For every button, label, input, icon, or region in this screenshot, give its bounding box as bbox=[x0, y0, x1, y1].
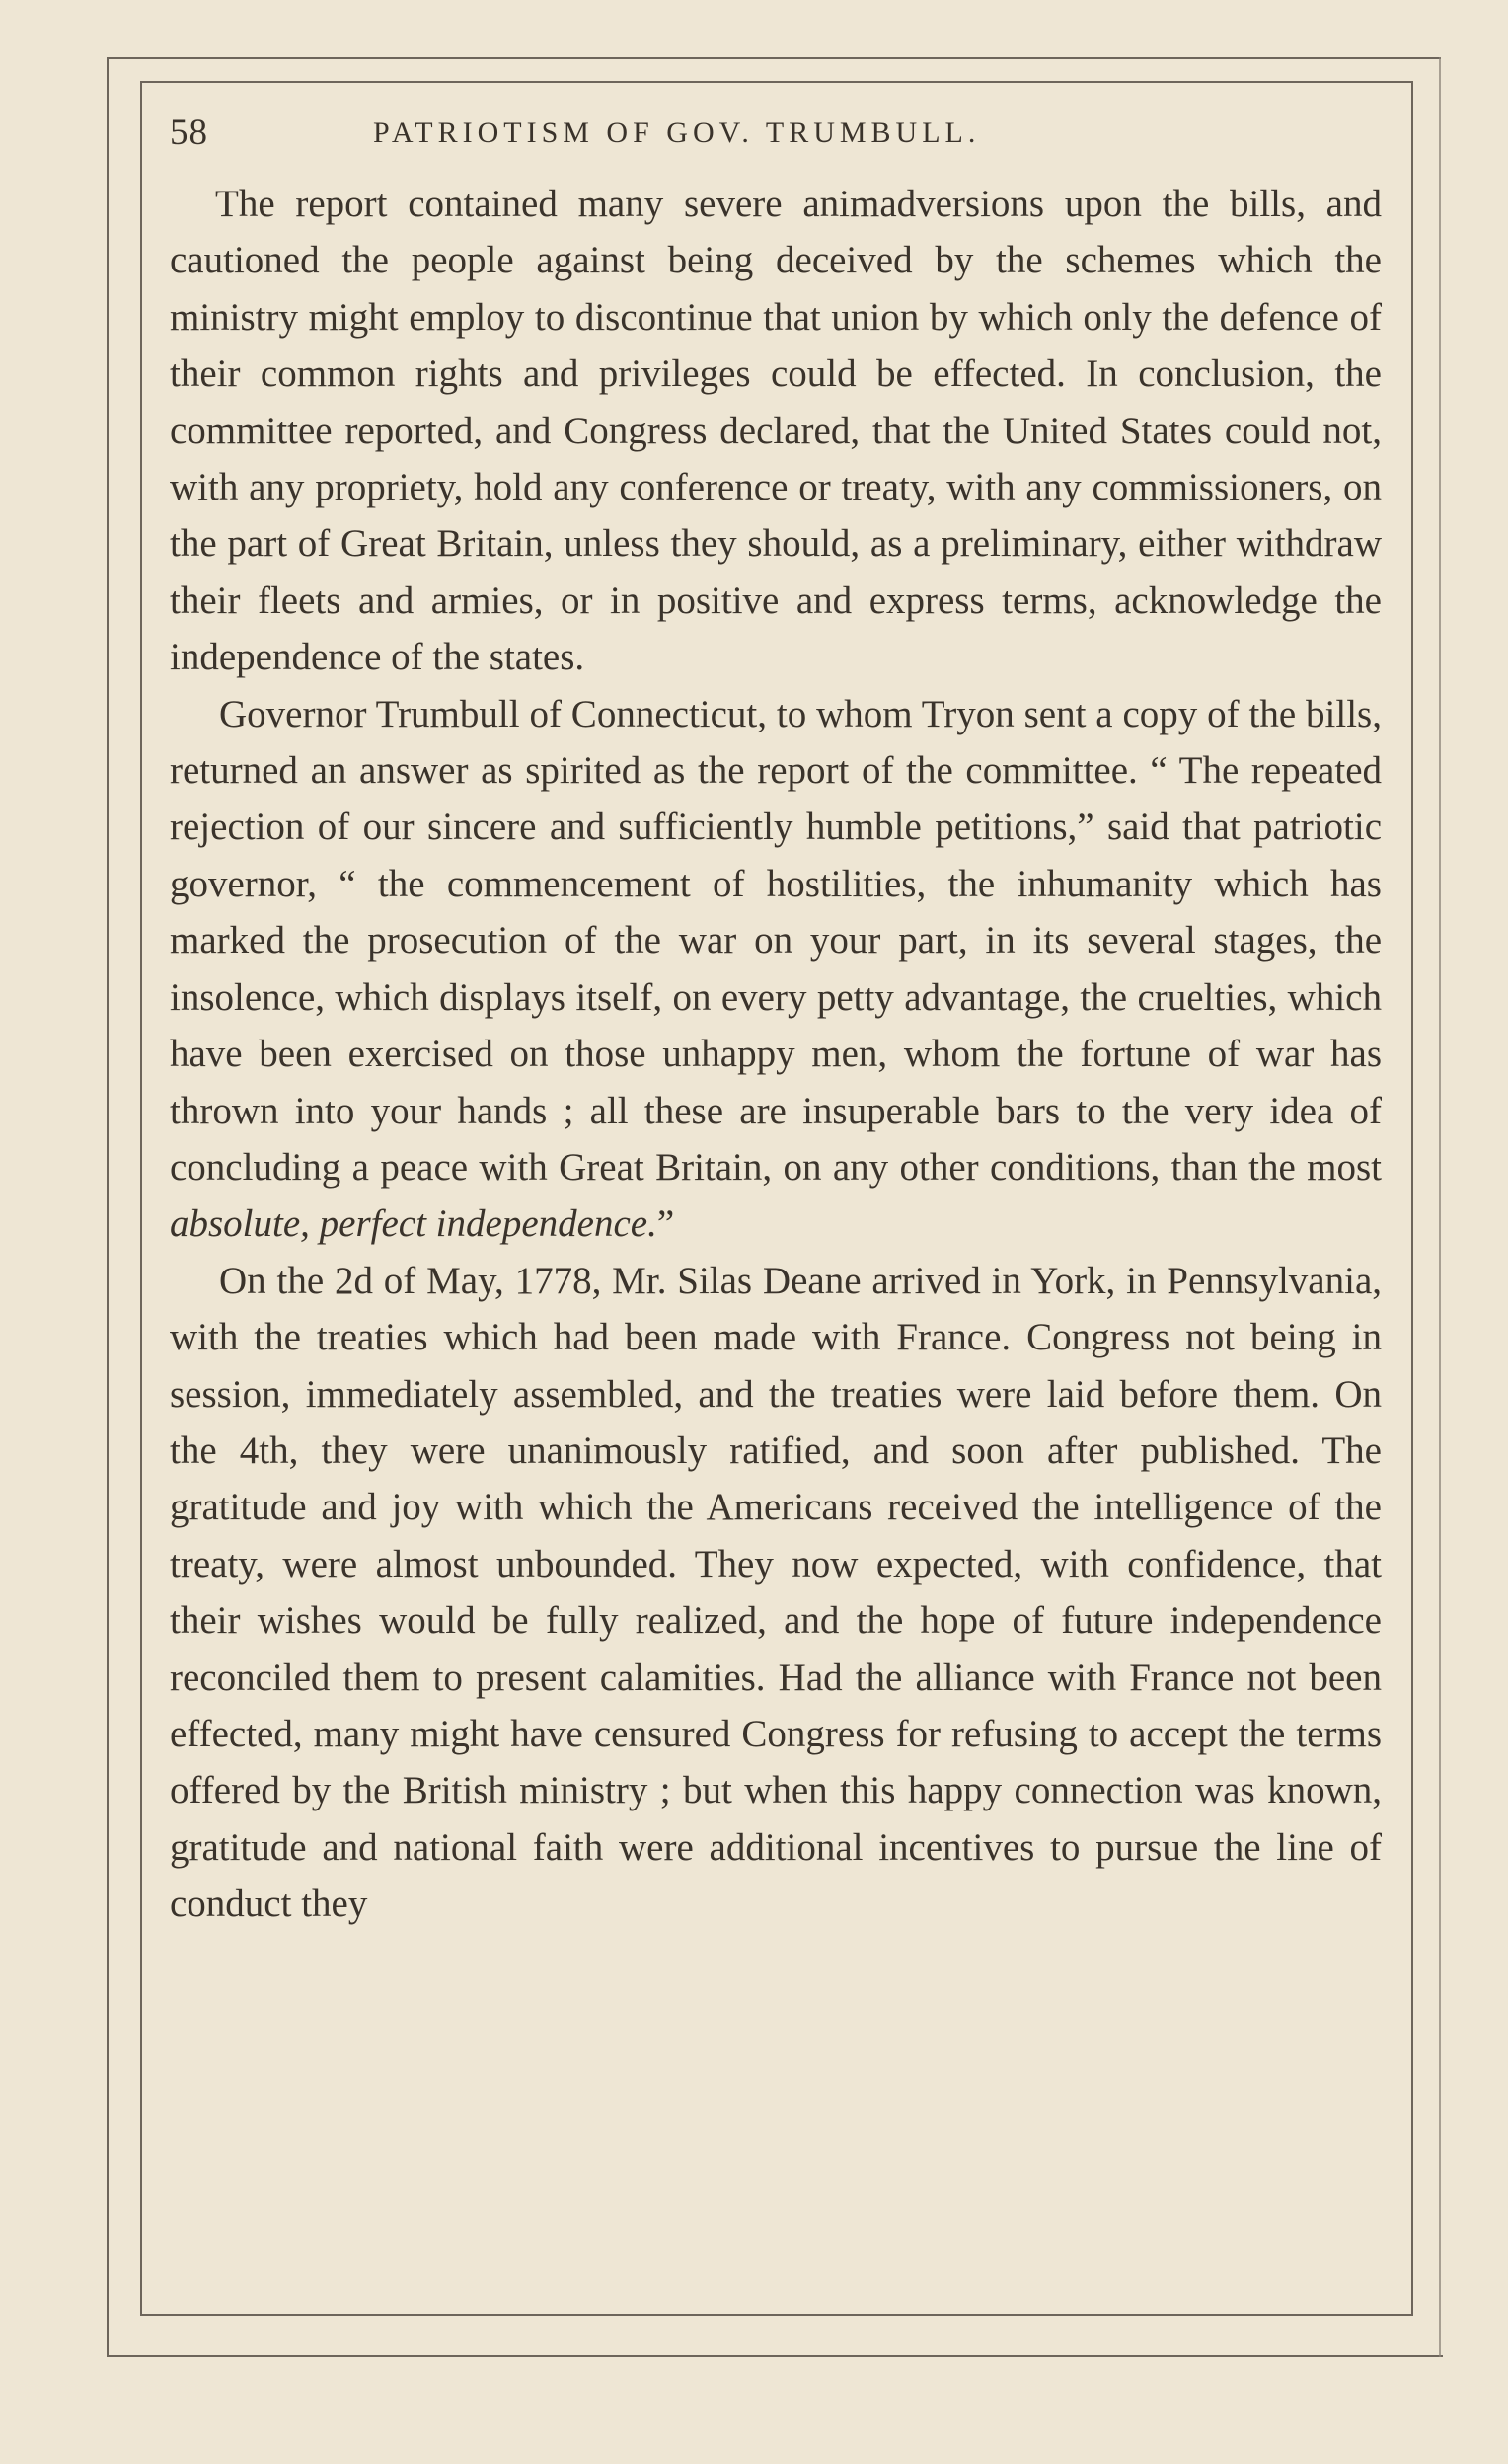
paragraph-trumbull-text: Governor Trumbull of Connecticut, to whom Tryon sent a copy of the bills, returned an answer as spirited as the report of the committee. “ The repeated rejection of our sincere and sufficiently humble petitions,” said that patriotic governor, “ the commencement of hostilities, the inhumanity which has marked the prosecution of the war on your part, in its several stages, the insolence, which displays itself, on every petty advantage, the cruelties, which have been exercised on those unhappy men, whom the fortune of war has thrown into your hands ; all these are insuperable bars to the very idea of concluding a peace with Great Britain, on any other conditions, than the most bbox=[170, 692, 1382, 1189]
page-border-left bbox=[107, 57, 109, 2355]
body-text bbox=[170, 176, 1382, 1933]
paragraph-treaty: On the 2d of May, 1778, Mr. Silas Deane arrived in York, in Pennsylvania, with the treaties which had been made with France. Congress not being in session, immediately assembled, and the treaties were laid before them. On the 4th, they were unanimously ratified, and soon after published. The gratitude and joy with which the Americans received the intelligence of the treaty, were almost unbounded. They now expected, with confidence, that their wishes would be fully realized, and the hope of future independence reconciled them to present calamities. Had the alliance with France not been effected, many might have censured Congress for refusing to accept the terms offered by the British ministry ; but when this happy connection was known, gratitude and national faith were additional incentives to pursue the line of conduct they bbox=[170, 1259, 1382, 1926]
running-title: PATRIOTISM OF GOV. TRUMBULL. bbox=[373, 116, 981, 149]
running-head bbox=[170, 111, 1382, 156]
paragraph-trumbull-italic: absolute, perfect independence. bbox=[170, 1202, 657, 1246]
page-number: 58 bbox=[170, 113, 208, 153]
page-border-top bbox=[107, 57, 1441, 59]
page-border-right bbox=[1439, 57, 1441, 2357]
paragraph-trumbull-closing-quote: ” bbox=[656, 1202, 675, 1246]
paragraph-trumbull bbox=[170, 686, 1382, 1253]
paragraph-report: The report contained many severe animadversions upon the bills, and cautioned the people against being deceived by the schemes which the ministry might employ to discontinue that union by which only the defence of their common rights and privileges could be effected. In conclusion, the committee reported, and Congress declared, that the United States could not, with any propriety, hold any conference or treaty, with any commissioners, on the part of Great Britain, unless they should, as a preliminary, either withdraw their fleets and armies, or in positive and express terms, acknowledge the independence of the states. bbox=[170, 183, 1382, 679]
page-border-bottom bbox=[107, 2355, 1443, 2357]
